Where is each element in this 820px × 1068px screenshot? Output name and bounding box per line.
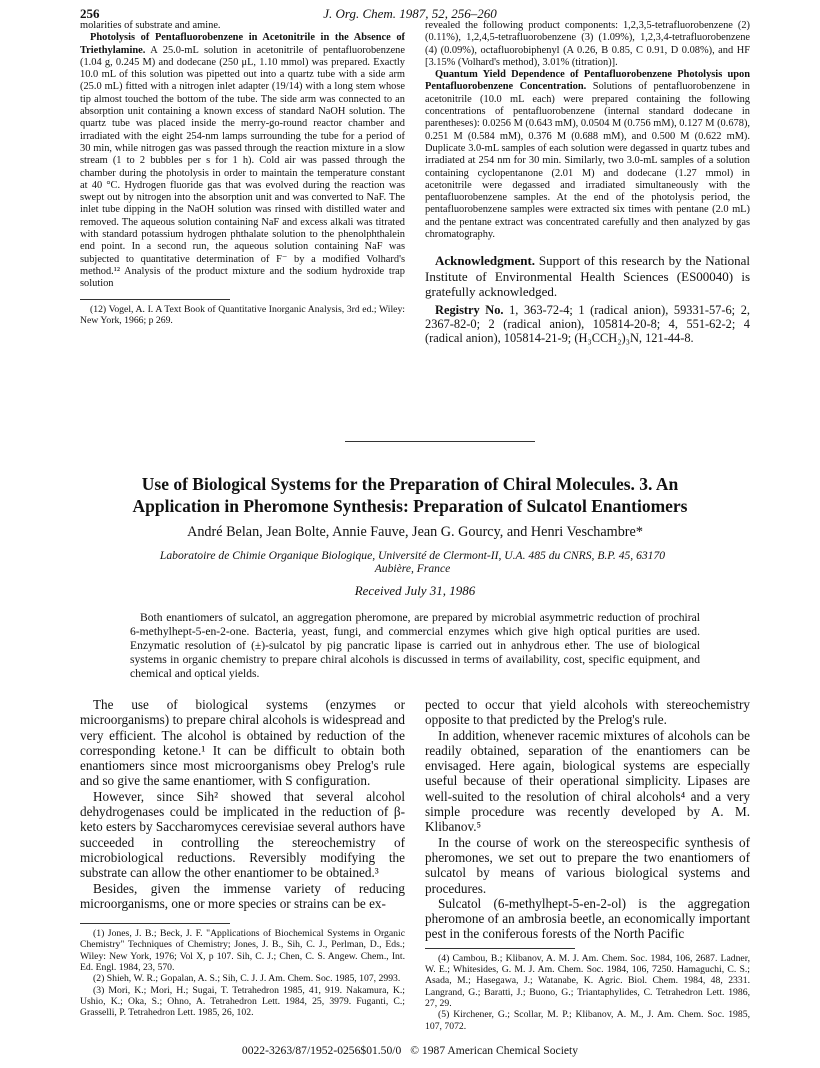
paragraph: molarities of substrate and amine.: [80, 20, 221, 31]
paragraph: In the course of work on the stereospecific synthesis of pheromones, we set out to prepare the two enantiomers of sulcatol by means of various biological systems and procedures.: [425, 834, 750, 896]
paragraph: pected to occur that yield alcohols with stereochemistry opposite to that predicted by the Prelog's rule.: [425, 697, 750, 728]
footnote: (3) Mori, K.; Mori, H.; Sugai, T. Tetrahedron 1985, 41, 919. Nakamura, K.; Ushio, K.; Oka, S.; Ohno, A. Tetrahedron Lett. 1984, 25, 3979. Fuganti, C.; Grasselli, P. Tetrahedron Lett. 1985, 26, 102.: [80, 984, 405, 1019]
article-separator: [345, 441, 535, 442]
registry-numbers: [425, 304, 750, 345]
paragraph: [80, 32, 405, 290]
section-heading: Quantum Yield Dependence of Pentafluorobenzene Photolysis upon Pentafluorobenzene Concentration.: [425, 69, 750, 93]
prev-article-right-column: [425, 20, 750, 345]
section-heading: Photolysis of Pentafluorobenzene in Acetonitrile in the Absence of Triethylamine.: [80, 32, 405, 56]
paragraph: Besides, given the immense variety of reducing microorganisms, one or more species or strains can be ex-: [80, 880, 405, 911]
article-title: Use of Biological Systems for the Preparation of Chiral Molecules. 3. An Application in Pheromone Synthesis: Preparation of Sulcatol Enantiomers: [132, 474, 688, 516]
prev-article-left-column: [80, 20, 405, 326]
abstract: Both enantiomers of sulcatol, an aggregation pheromone, are prepared by microbial asymmetric reduction of prochiral 6-methylhept-5-en-2-one. Bacteria, yeast, fungi, and commercial enzymes which give high optical purities are used. Enzymatic resolution of (±)-sulcatol by pig pancratic lipase is carried out in anhydrous ether. The use of biological systems in organic chemistry to prepare chiral alcohols is discussed in terms of availability, cost, specific equipment, and chemical and optical yields.: [130, 611, 700, 680]
article-authors: André Belan, Jean Bolte, Annie Fauve, Jean G. Gourcy, and Henri Veschambre*: [187, 524, 643, 540]
body-left-column: [80, 697, 405, 1019]
body-right-column: [425, 697, 750, 1032]
acknowledgment-text: Support of this research by the National Institute of Environmental Health Sciences (ES00040) is gratefully acknowledged.: [425, 253, 750, 299]
paragraph: However, since Sih² showed that several alcohol dehydrogenases could be implicated in the reduction of β-keto esters by Saccharomyces cerevisiae several authors have succeeded in controlling the stereochemistry of microbiological reductions. Reversibly modifying the substrate can allow the other enantiomer to be obtained.³: [80, 788, 405, 881]
received-date: Received July 31, 1986: [354, 583, 476, 598]
paragraph: In addition, whenever racemic mixtures of alcohols can be readily obtained, separation of the enantiomers can be envisaged. Here again, biological systems are especially useful because of their operational simplicity. Lipases are well-suited to the resolution of chiral alcohols⁴ and a very simple procedure was recently developed by A. M. Klibanov.⁵: [425, 727, 750, 835]
acknowledgment-heading: Acknowledgment.: [435, 253, 536, 269]
footnote: (4) Cambou, B.; Klibanov, A. M. J. Am. Chem. Soc. 1984, 106, 2687. Ladner, W. E.; Whitesides, G. M. J. Am. Chem. Soc. 1984, 106, 7250. Hamaguchi, C. S.; Asada, M.; Hasegawa, J.; Watanabe, K. Agric. Biol. Chem. 1984, 48, 2331. Langrand, G.; Baratti, J.; Buono, G.; Triantaphylides, C. Tetrahedron Lett. 1986, 27, 29.: [425, 952, 750, 1009]
paragraph: [425, 69, 750, 241]
footnote: (5) Kirchener, G.; Scollar, M. P.; Klibanov, A. M., J. Am. Chem. Soc. 1985, 107, 7072.: [425, 1009, 750, 1032]
footnote-rule: [80, 923, 230, 924]
footnote-rule: [80, 299, 230, 300]
footnote: (2) Shieh, W. R.; Gopalan, A. S.; Sih, C. J. J. Am. Chem. Soc. 1985, 107, 2993.: [93, 973, 401, 985]
paragraph: The use of biological systems (enzymes or microorganisms) to prepare chiral alcohols is widespread and very efficient. The alcohol is obtained by reduction of the corresponding ketone.¹ It can be difficult to obtain both enantiomers since most microorganisms obey Prelog's rule and so give the same enantiomer, with S configuration.: [80, 697, 405, 789]
document-code: 0022-3263/87/1952-0256$01.50/0: [241, 1044, 402, 1057]
page-footer: [0, 1044, 820, 1057]
paragraph-text: A 25.0-mL solution in acetonitrile of pentafluorobenzene (1.04 g, 0.245 M) and dodecane (250 μL, 1.10 mmol) was prepared. Exactly 10.0 mL of this solution was pipetted out into a quartz tube with a side arm (25.0 mL) fitted with a nitrogen inlet adapter (19/14) with a long stem whose tip almost touched the bottom of the tube. The side arm was connected to an absorption unit containing a known excess of standard NaOH solution. The quartz tube was placed inside the merry-go-round reactor chamber and irradiated with the eight 254-nm lamps surrounding the tube for a period of 30 min, while nitrogen gas was passed through the reaction mixture in a slow stream (1 to 2 bubbles per s for 1 h). Cold air was passed through the chamber during the photolysis in order to maintain the temperature constant at 40 °C. Hydrogen fluoride gas that was evolved during the reaction was swept out by nitrogen into the absorption unit and was converted to NaF. The inlet tube dipping in the NaOH solution was rinsed with distilled water and removed. The aqueous solution containing NaF and excess alkali was titrated with standard potassium hydrogen phthalate solution to the phenolphthalein end point. In a second run, the aqueous solution containing NaF was subjected to quantitative determination of F⁻ by a modified Volhard's method.¹² Analysis of the product mixture and the sodium hydroxide trap solution: [80, 44, 405, 290]
journal-citation: J. Org. Chem. 1987, 52, 256–260: [323, 6, 497, 21]
paragraph: Sulcatol (6-methylhept-5-en-2-ol) is the aggregation pheromone of an ambrosia beetle, an economically important pest in the coniferous forests of the North Pacific: [425, 895, 750, 942]
article-affiliation: Laboratoire de Chimie Organique Biologique, Université de Clermont-II, U.A. 485 du CNRS, B.P. 45, 63170 Aubière, France: [159, 549, 666, 576]
paragraph: revealed the following product components: 1,2,3,5-tetrafluorobenzene (2) (0.11%), 1,2,4,5-tetrafluorobenzene (3) (1.09%), 1,2,3,4-tetrafluorobenzene (4) (0.09%), octafluorobiphenyl (A 0.26, B 0.85, C 0.91, D 0.08%), and HF [3.15% (Volhard's method), 3.01% (titration)].: [425, 20, 750, 68]
paragraph-text: Solutions of pentafluorobenzene in acetonitrile (10.0 mL each) were prepared containing the following concentrations of pentafluorobenzene (internal standard dodecane in parentheses): 0.0256 M (0.643 mM), 0.0504 M (0.756 mM), 0.127 M (0.678), 0.251 M (0.584 mM), 0.376 M (0.688 mM), and 0.500 M (0.622 mM). Duplicate 3.0-mL samples of each solution were degassed in quartz tubes and irradiated at 254 nm for 30 min. Similarly, two 3.0-mL samples of a solution containing cyclopentanone (2.01 M) and dodecane (1.27 mmol) in acetonitrile were degassed and irradiated simultaneously with the pentafluorobenzene samples. At the end of the photolysis period, the pentafluorobenzene samples were extracted six times with pentane (2.0 mL) and the pentane extract was concentrated carefully and then analyzed by gas chromatography.: [425, 81, 750, 241]
copyright: © 1987 American Chemical Society: [410, 1044, 579, 1057]
footnote: (12) Vogel, A. I. A Text Book of Quantitative Inorganic Analysis, 3rd ed.; Wiley: New York, 1966; p 269.: [80, 303, 405, 326]
footnote-rule: [425, 948, 575, 949]
registry-text: 1, 363-72-4; 1 (radical anion), 59331-57-6; 2, 2367-82-0; 2 (radical anion), 105814-20-8; 4, 551-62-2; 4 (radical anion), 105814-21-9; (H₃CCH₂)₃N, 121-44-8.: [425, 302, 750, 345]
acknowledgment: [425, 253, 750, 299]
registry-heading: Registry No.: [435, 302, 504, 317]
page-number: 256: [80, 6, 100, 21]
footnote: (1) Jones, J. B.; Beck, J. F. "Applications of Biochemical Systems in Organic Chemistry" Techniques of Chemistry; Jones, J. B., Sih, C. J., Perlman, D., Eds.; Wiley: New York, 1976; Vol X, p 107. Sih, C. J.; Chen, C. S. Angew. Chem., Int. Ed. Engl. 1984, 23, 570.: [80, 928, 405, 974]
